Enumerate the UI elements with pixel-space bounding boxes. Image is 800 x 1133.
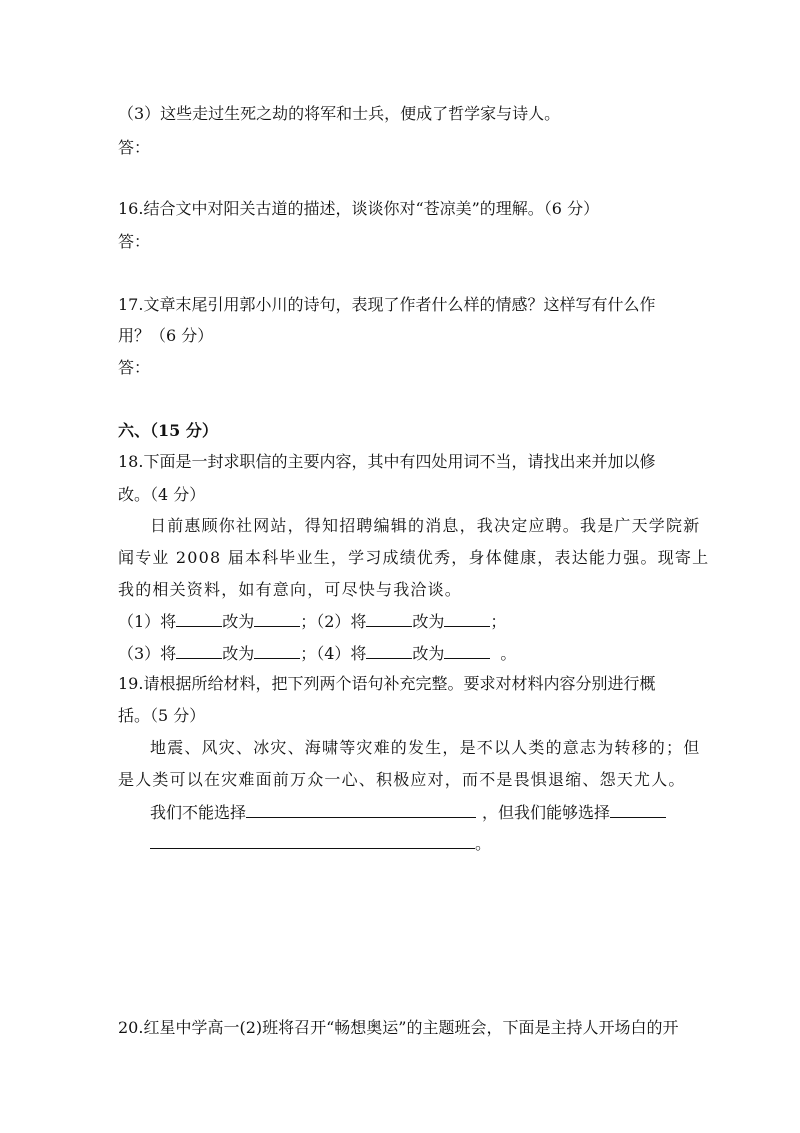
- question-19-line1: 19.请根据所给材料，把下列两个语句补充完整。要求对材料内容分别进行概: [118, 674, 656, 693]
- q18-item-2-label: （2）将: [316, 612, 367, 631]
- q18-sep-1: ；: [300, 612, 317, 631]
- q18-change-to-2: 改为: [412, 612, 445, 631]
- question-18-line2: 改。（4 分）: [118, 485, 206, 504]
- q18-end-period: 。: [500, 644, 517, 663]
- section-heading: 六、（15 分）: [118, 421, 218, 440]
- q19-fill-row-1: [150, 802, 666, 823]
- q18-blank-4b[interactable]: [444, 643, 490, 659]
- q19-passage-line1: 地震、风灾、冰灾、海啸等灾难的发生，是不以人类的意志为转移的；但: [150, 738, 701, 757]
- question-17-line1: 17.文章末尾引用郭小川的诗句，表现了作者什么样的情感？这样写有什么作: [118, 295, 656, 314]
- q19-blank-2a[interactable]: [610, 802, 666, 818]
- q18-sep-2: ；: [490, 612, 507, 631]
- q18-blank-4a[interactable]: [366, 643, 412, 659]
- q18-change-to-3: 改为: [222, 644, 255, 663]
- q18-blank-1a[interactable]: [176, 611, 222, 627]
- q19-fill-part2: ，但我们能够选择: [482, 803, 611, 822]
- question-19-line2: 括。（5 分）: [118, 706, 206, 725]
- q18-passage-line2: 闻专业 2008 届本科毕业生，学习成绩优秀，身体健康，表达能力强。现寄上: [118, 548, 710, 567]
- answer-label-16: 答：: [118, 232, 151, 251]
- q19-fill-end: 。: [475, 834, 492, 853]
- q18-sep-3: ；: [300, 644, 317, 663]
- question-15-3: （3）这些走过生死之劫的将军和士兵，便成了哲学家与诗人。: [118, 104, 561, 123]
- q18-change-to-4: 改为: [412, 644, 445, 663]
- q18-item-1-label: （1）将: [118, 612, 177, 631]
- q18-blank-3b[interactable]: [254, 643, 300, 659]
- question-18-line1: 18.下面是一封求职信的主要内容，其中有四处用词不当，请找出来并加以修: [118, 452, 656, 471]
- question-20-line1: 20.红星中学高一(2)班将召开“畅想奥运”的主题班会，下面是主持人开场白的开: [118, 1018, 679, 1037]
- q18-item-4-label: （4）将: [316, 644, 367, 663]
- q18-passage-line3: 我的相关资料，如有意向，可尽快与我洽谈。: [118, 580, 463, 599]
- q18-blank-2a[interactable]: [366, 611, 412, 627]
- q18-change-to-1: 改为: [222, 612, 255, 631]
- answer-label-17: 答：: [118, 358, 151, 377]
- q19-blank-2b[interactable]: [150, 833, 475, 849]
- q19-fill-row-2: [150, 833, 491, 854]
- answer-label-15: 答：: [118, 138, 151, 157]
- q18-passage-line1: 日前惠顾你社网站，得知招聘编辑的消息，我决定应聘。我是广天学院新: [150, 516, 701, 535]
- q18-blank-row-2: [118, 643, 516, 664]
- q18-blank-3a[interactable]: [176, 643, 222, 659]
- q18-blank-2b[interactable]: [444, 611, 490, 627]
- question-17-line2: 用？（6 分）: [118, 326, 214, 345]
- q18-item-3-label: （3）将: [118, 644, 177, 663]
- q19-passage-line2: 是人类可以在灾难面前万众一心、积极应对，而不是畏惧退缩、怨天尤人。: [118, 770, 686, 789]
- q18-blank-row-1: [118, 611, 506, 632]
- question-16: 16.结合文中对阳关古道的描述，谈谈你对“苍凉美”的理解。（6 分）: [118, 199, 600, 218]
- q18-blank-1b[interactable]: [254, 611, 300, 627]
- q19-blank-1[interactable]: [246, 802, 476, 818]
- q19-fill-part1: 我们不能选择: [150, 803, 247, 822]
